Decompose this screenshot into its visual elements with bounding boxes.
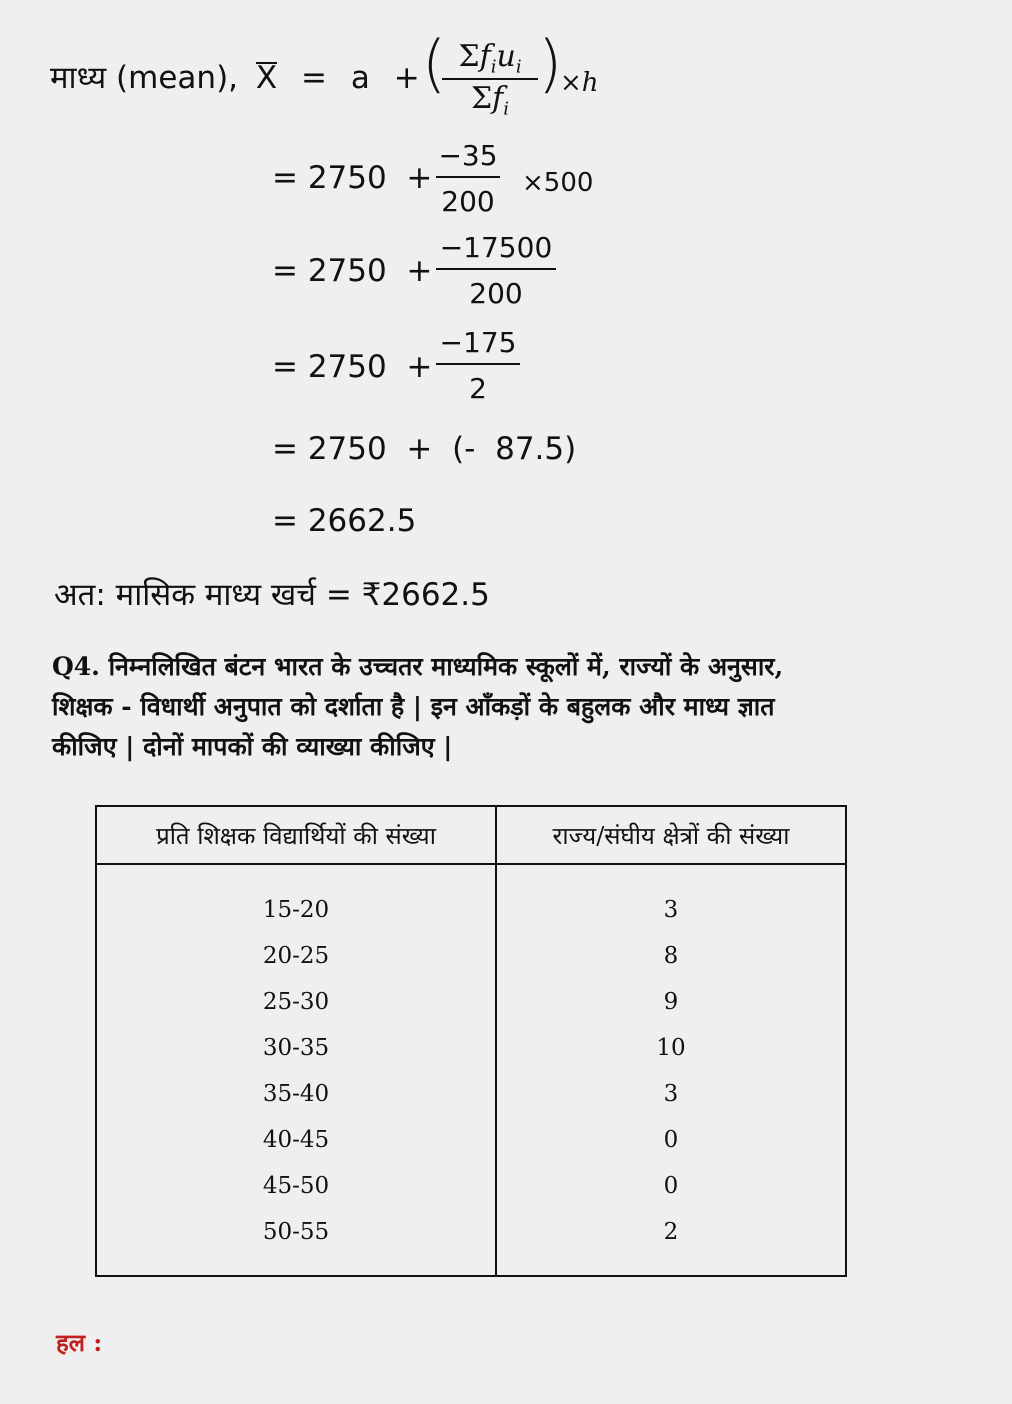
step-1-lhs: = 2750 + (272, 160, 433, 196)
table-row (96, 1025, 846, 1071)
frequency: 10 (496, 1025, 846, 1071)
class-interval: 30-35 (96, 1025, 496, 1071)
frequency: 0 (496, 1163, 846, 1209)
table-row (96, 1117, 846, 1163)
frequency: 8 (496, 933, 846, 979)
table-row (96, 1071, 846, 1117)
frequency: 0 (496, 1117, 846, 1163)
table-row (96, 979, 846, 1025)
step-3-denominator: 2 (469, 372, 487, 405)
step-4: = 2750 + (- 87.5) (272, 431, 577, 467)
step-1-denominator: 200 (441, 185, 495, 218)
right-paren: ) (538, 27, 563, 100)
frequency: 3 (496, 864, 846, 933)
distribution-table (95, 805, 847, 1277)
step-1-tail: ×500 (522, 168, 594, 198)
class-interval: 40-45 (96, 1117, 496, 1163)
step-1-fraction (436, 139, 500, 218)
formula-denominator: $\Sigma f_i$ (470, 81, 510, 120)
class-interval: 35-40 (96, 1071, 496, 1117)
left-paren: ( (422, 27, 447, 100)
formula-numerator: $\Sigma f_iu_i$ (442, 42, 538, 80)
class-interval: 20-25 (96, 933, 496, 979)
frequency: 9 (496, 979, 846, 1025)
formula-fraction (442, 39, 538, 120)
mean-formula (50, 62, 420, 94)
table-row (96, 864, 846, 933)
class-interval: 15-20 (96, 864, 496, 933)
header-states-count: राज्य/संघीय क्षेत्रों की संख्या (496, 806, 846, 864)
class-interval: 25-30 (96, 979, 496, 1025)
step-2-fraction (436, 231, 556, 310)
header-students-per-teacher: प्रति शिक्षक विद्यार्थियों की संख्या (96, 806, 496, 864)
conclusion: अत: मासिक माध्य खर्च = ₹2662.5 (54, 577, 490, 613)
equals-sign: = (300, 60, 327, 96)
x-bar-symbol: X (255, 60, 278, 96)
question-line-1: Q4. निम्नलिखित बंटन भारत के उच्चतर माध्यमिक स्कूलों में, राज्यों के अनुसार, (52, 652, 784, 681)
step-3-fraction (436, 326, 520, 405)
step-2-numerator: −17500 (436, 234, 556, 270)
times-h: ×h (560, 68, 599, 98)
table-row (96, 1209, 846, 1276)
question-line-2: शिक्षक - विधार्थी अनुपात को दर्शाता है | इन आँकड़ों के बहुलक और माध्य ज्ञात (52, 692, 775, 721)
step-1-numerator: −35 (436, 142, 500, 178)
step-2-denominator: 200 (469, 277, 523, 310)
step-3-lhs: = 2750 + (272, 349, 433, 385)
step-5-result: = 2662.5 (272, 503, 417, 539)
question-line-3: कीजिए | दोनों मापकों की व्याख्या कीजिए | (52, 732, 453, 761)
table-row (96, 933, 846, 979)
mean-label: माध्य (mean), (50, 60, 239, 96)
solution-label: हल : (56, 1328, 103, 1357)
plus-sign: + (393, 60, 420, 96)
step-2-lhs: = 2750 + (272, 253, 433, 289)
table-header-row (96, 806, 846, 864)
class-interval: 45-50 (96, 1163, 496, 1209)
class-interval: 50-55 (96, 1209, 496, 1276)
step-3-numerator: −175 (436, 329, 520, 365)
table-row (96, 1163, 846, 1209)
frequency: 2 (496, 1209, 846, 1276)
assumed-mean-a: a (350, 60, 370, 96)
frequency: 3 (496, 1071, 846, 1117)
